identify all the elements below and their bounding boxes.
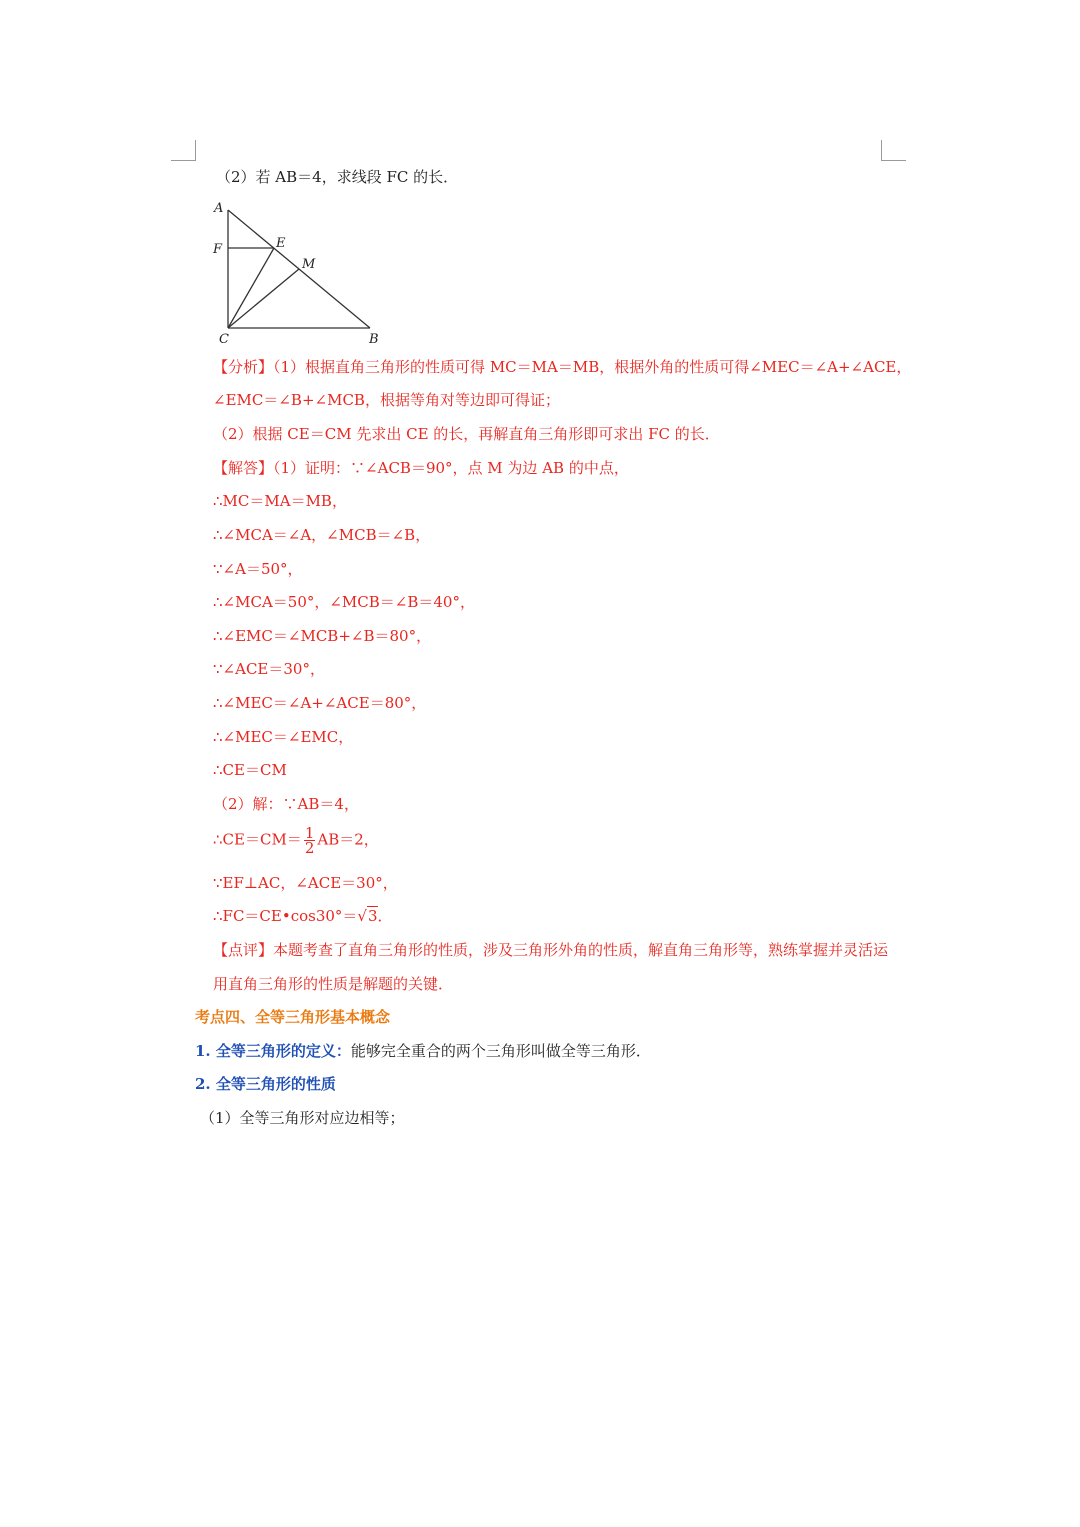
page-corner-mark-left	[171, 140, 196, 161]
solution-line-13: ∵EF⊥AC，∠ACE＝30°，	[213, 874, 398, 892]
triangle-diagram	[208, 198, 398, 348]
triangle-figure	[208, 198, 398, 352]
definition-text: 能够完全重合的两个三角形叫做全等三角形．	[350, 1042, 651, 1060]
solution-line-12-pre: ∴CE＝CM＝	[213, 830, 302, 849]
analysis-line-1: 【分析】（1）根据直角三角形的性质可得 MC＝MA＝MB，根据外角的性质可得∠MEC＝∠A+∠ACE，	[213, 358, 912, 376]
label-e: E	[276, 236, 286, 251]
solution-line-6: ∴∠EMC＝∠MCB+∠B＝80°，	[213, 627, 432, 645]
label-b: B	[369, 332, 379, 347]
sqrt-value: 3	[367, 907, 378, 925]
section-title: 考点四、全等三角形基本概念	[195, 1008, 391, 1026]
solution-line-11: （2）解：∵AB＝4，	[213, 795, 359, 813]
label-f: F	[213, 242, 223, 257]
solution-line-14	[213, 906, 393, 926]
solution-line-12	[213, 826, 379, 855]
solution-line-8: ∴∠MEC＝∠A+∠ACE＝80°，	[213, 694, 427, 712]
solution-line-12-post: AB＝2，	[317, 830, 379, 849]
solution-line-14-post: ．	[377, 907, 393, 925]
label-a: A	[214, 201, 224, 216]
solution-line-3: ∴∠MCA＝∠A，∠MCB＝∠B，	[213, 526, 431, 544]
property-heading: 2. 全等三角形的性质	[195, 1075, 336, 1093]
fraction-denominator: 2	[304, 839, 315, 857]
analysis-line-2: ∠EMC＝∠B+∠MCB，根据等角对等边即可得证；	[213, 391, 560, 409]
definition-line	[195, 1041, 651, 1061]
fraction-numerator: 1	[304, 824, 315, 842]
definition-label: 1. 全等三角形的定义：	[195, 1042, 351, 1060]
question-line: （2）若 AB＝4，求线段 FC 的长．	[216, 168, 459, 186]
label-m: M	[302, 257, 316, 272]
solution-line-14-pre: ∴FC＝CE•cos30°＝	[213, 907, 358, 925]
sqrt-sign: √	[357, 907, 367, 925]
solution-line-4: ∵∠A＝50°，	[213, 560, 303, 578]
solution-line-1: 【解答】（1）证明：∵∠ACB＝90°，点 M 为边 AB 的中点，	[213, 459, 629, 477]
page-corner-mark-right	[881, 140, 906, 161]
comment-line-1: 【点评】本题考查了直角三角形的性质，涉及三角形外角的性质，解直角三角形等，熟练掌握并灵活运	[213, 941, 889, 959]
solution-line-2: ∴MC＝MA＝MB，	[213, 492, 347, 510]
solution-line-5: ∴∠MCA＝50°，∠MCB＝∠B＝40°，	[213, 593, 475, 611]
solution-line-7: ∵∠ACE＝30°，	[213, 660, 325, 678]
segment-ce	[228, 248, 274, 328]
comment-line-2: 用直角三角形的性质是解题的关键．	[213, 975, 454, 993]
segment-cm	[228, 269, 299, 328]
label-c: C	[219, 332, 229, 347]
property-item-1: （1）全等三角形对应边相等；	[200, 1109, 405, 1127]
solution-line-9: ∴∠MEC＝∠EMC，	[213, 728, 354, 746]
analysis-line-3: （2）根据 CE＝CM 先求出 CE 的长，再解直角三角形即可求出 FC 的长．	[213, 425, 720, 443]
solution-line-10: ∴CE＝CM	[213, 761, 287, 779]
fraction-one-half	[304, 826, 316, 855]
